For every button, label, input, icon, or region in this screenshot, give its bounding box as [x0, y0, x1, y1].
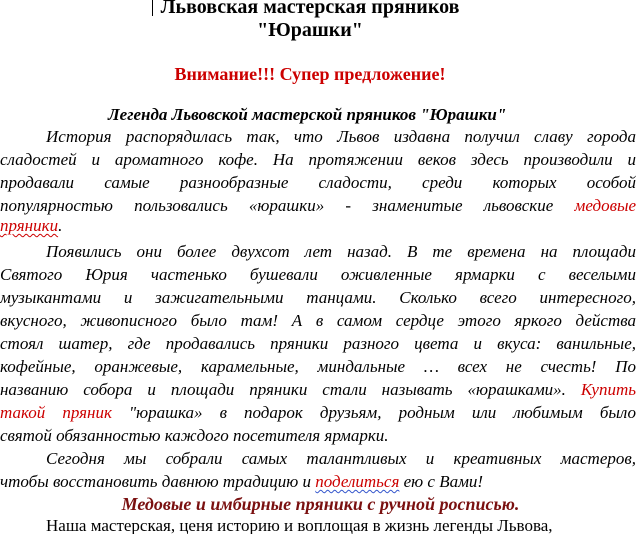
offer-banner: Внимание!!! Супер предложение! — [174, 64, 446, 84]
legend-p2-line: Появились они более двухсот лет назад. В те времена на площади — [46, 242, 636, 261]
link-gingerbread[interactable]: пряники — [0, 216, 59, 235]
legend-p3-text: ею с Вами! — [399, 472, 484, 491]
legend-p1-line: продавали самые разнообразные сладости, среди которых особой — [0, 173, 636, 192]
legend-p2-line: Святого Юрия частенько бушевали оживленные ярмарки с веселыми — [0, 265, 636, 284]
legend-p3-line: Сегодня мы собрали самых талантливых и креативных мастеров, — [46, 449, 636, 468]
legend-p3-line — [0, 472, 560, 492]
legend-p2-line — [0, 403, 636, 423]
legend-p2-line: стоял шатер, где продавались пряники разного цвета и вкуса: ванильные, — [0, 334, 636, 353]
link-buy[interactable]: Купить — [580, 380, 636, 399]
legend-p1-line: История распорядилась так, что Львов издавна получил славу города — [46, 127, 636, 146]
legend-p2-line: музыкантами и зажигательными танцами. Сколько всего интересного, — [0, 288, 636, 307]
legend-title: Легенда Львовской мастерской пряников "Юрашки" — [108, 105, 507, 124]
legend-p2-text: "юрашка» в подарок друзьям, родным или любимым было — [111, 403, 636, 422]
legend-p1-line: сладостей и ароматного кофе. На протяжении веков здесь производили и — [0, 150, 636, 169]
body-text-line: Наша мастерская, ценя историю и воплощая в жизнь легенды Львова, — [46, 516, 553, 534]
legend-p3-text: чтобы восстановить давнюю традицию и — [0, 472, 316, 491]
section-title: Медовые и имбирные пряники с ручной росписью. — [121, 494, 520, 514]
page-title-line-2: "Юрашки" — [257, 19, 363, 41]
page-title-line-1: Львовская мастерская пряников — [160, 0, 460, 18]
legend-p2-line: святой обязанностью каждого посетителя ярмарки. — [0, 426, 389, 445]
legend-p1-line — [0, 216, 636, 236]
link-such-gingerbread[interactable]: такой пряник — [0, 403, 112, 422]
link-honey-gingerbread[interactable]: медовые — [574, 196, 637, 215]
legend-p2-line: кофейные, оранжевые, карамельные, миндальные … всех не счесть! По — [0, 357, 636, 376]
legend-p1-text: популярностью пользовались «юрашки» - знаменитые львовские — [0, 196, 554, 215]
legend-p2-text: названию собора и площади пряники стали называть «юрашками». — [0, 380, 566, 399]
legend-p1-end: . — [58, 216, 63, 235]
legend-p2-line: вкусного, живописного было там! А в самом сердце этого яркого действа — [0, 311, 636, 330]
legend-p2-line — [0, 380, 636, 400]
legend-p1-line — [0, 196, 636, 216]
link-share[interactable]: поделиться — [315, 472, 400, 491]
